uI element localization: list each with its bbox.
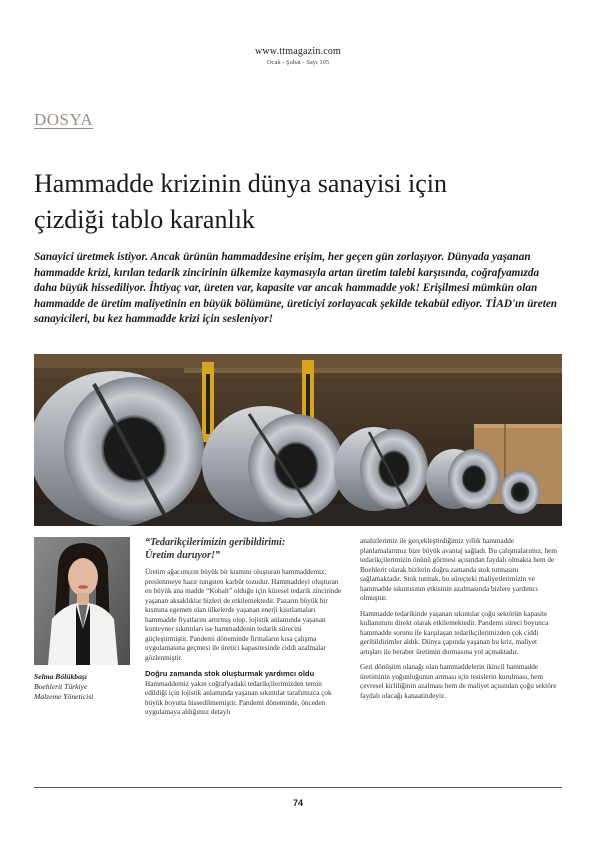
pull-quote-line-1: “Tedarikçilerimizin geribildirimi:: [145, 537, 286, 548]
pull-quote: [145, 537, 345, 562]
pull-quote-line-2: Üretim duruyor!”: [145, 549, 221, 561]
body-paragraph: Üretim ağacımızın büyük bir kısmını oluşturan hammaddemiz, preslenmeye hazır tungsten karbür tozudur. Hammaddeyi oluşturan en büyük ana madde “Kobalt” olduğu için küresel tedarik zincirinde yaşanan aksaklıklar bizleri de etkilemektedir. Pazarın büyük bir kısmına egemen olan ülkelerde yaşanan enerji kısıtlamaları hammadde fiyatlarını artırmış olup, lojistik anlamında yaşanan konteyner sıkıntıları ise hammaddenin tedarik sürecini güçleştirmiştir. Pandemi döneminde firmaların kısa çalışma uygulamasına geçmesi ile üretici kapasitesinde ciddi azalmalar gözlenmiştir.: [145, 568, 342, 662]
body-paragraph: Hammadde tedarikinde yaşanan sıkıntılar çoğu sektörün kapasite kullanımını direkt olarak etkilemektedir. Pandemi süreci boyunca hammadde sorunu ile karşılaşan tedarikçilerimizden çok ciddi geribildirimler aldık. Dünya çapında yaşanan bu kriz, maliyet artışları ile beraber üretimin durmasına yol açmaktadır.: [360, 609, 549, 656]
article-column-1: [145, 537, 345, 724]
magazine-url: www.ttmagazin.com: [254, 46, 342, 57]
footer-divider: [34, 787, 562, 788]
title-line-1: Hammadde krizinin dünya sanayisi için: [34, 169, 448, 198]
steel-coils-illustration: [34, 354, 562, 526]
section-label: DOSYA: [34, 110, 94, 129]
author-name: Selma Bölükbaşı: [34, 672, 87, 681]
article-column-2: [360, 537, 560, 707]
subheading: Doğru zamanda stok oluşturmak yardımcı oldu: [145, 669, 315, 679]
author-company: Boehlerit Türkiye: [34, 682, 88, 691]
issue-label: Ocak - Şubat - Sayı 105: [266, 59, 330, 66]
title-line-2: çizdiği tablo karanlık: [34, 205, 255, 234]
lead-paragraph: Sanayici üretmek istiyor. Ancak ürünün hammaddesine erişim, her geçen gün zorlaşıyor. Dünyada yaşanan hammadde krizi, kırılan tedarik zincirinin ülkemize kaymasıyla artan üretim talebi karşısında, coğrafyamızda daha büyük hissediliyor. İhtiyaç var, üreten var, kapasite var ancak hammadde yok! Erişilmesi mümkün olan hammadde de üretim maliyetinin en büyük bölümüne, üreticiyi zorlayacak şekilde tekabül ediyor. TİAD'ın üreten sanayicileri, bu kez hammadde krizi için sesleniyor!: [34, 251, 558, 326]
page-header: [0, 46, 596, 66]
steel-coils-photo: [34, 354, 562, 526]
article-title: [34, 166, 554, 238]
author-role: Malzeme Yöneticisi: [34, 692, 94, 701]
body-paragraph: Geri dönüşüm olanağı olan hammaddelerin ikincil hammadde üretiminin yoğunluğunun artması için tesislerin kurulması, hem çevresel kirliliğinin azalması hem de maliyet açısından çoğu sektöre faydalı olacağı kanaatindeyiz.: [360, 663, 557, 700]
page-number: 74: [292, 798, 303, 808]
body-paragraph: Hammaddemiz yakın coğrafyadaki tedarikçilerimizden temin edildiği için lojistik anlamında yaşanan sıkıntılar tarafımızca çok büyük boyutta hissedilmemiştir. Pandemi döneminde, önceden uygulamaya aldığımız detaylı: [145, 679, 332, 717]
body-paragraph: analizlerimiz ile gerçekleştirdiğimiz yıllık hammadde planlamalarımız bize büyük avantaj sağladı. Bu çalışmalarımız, hem tedarikçilerimizin önünü görmesi açısından faydalı olmakta hem de Boehlerit olarak bizlerin doğru zamanda stok tutmasını sağlamaktadır. Stok tutmak, bu süreçteki maliyetlerimizin ve hammadde sıkıntısının etkisinin azalmasında bizlere yardımcı olmuştur.: [360, 537, 557, 602]
portrait-illustration: [34, 537, 130, 665]
author-portrait: [34, 537, 130, 665]
portrait-caption: [34, 672, 134, 702]
